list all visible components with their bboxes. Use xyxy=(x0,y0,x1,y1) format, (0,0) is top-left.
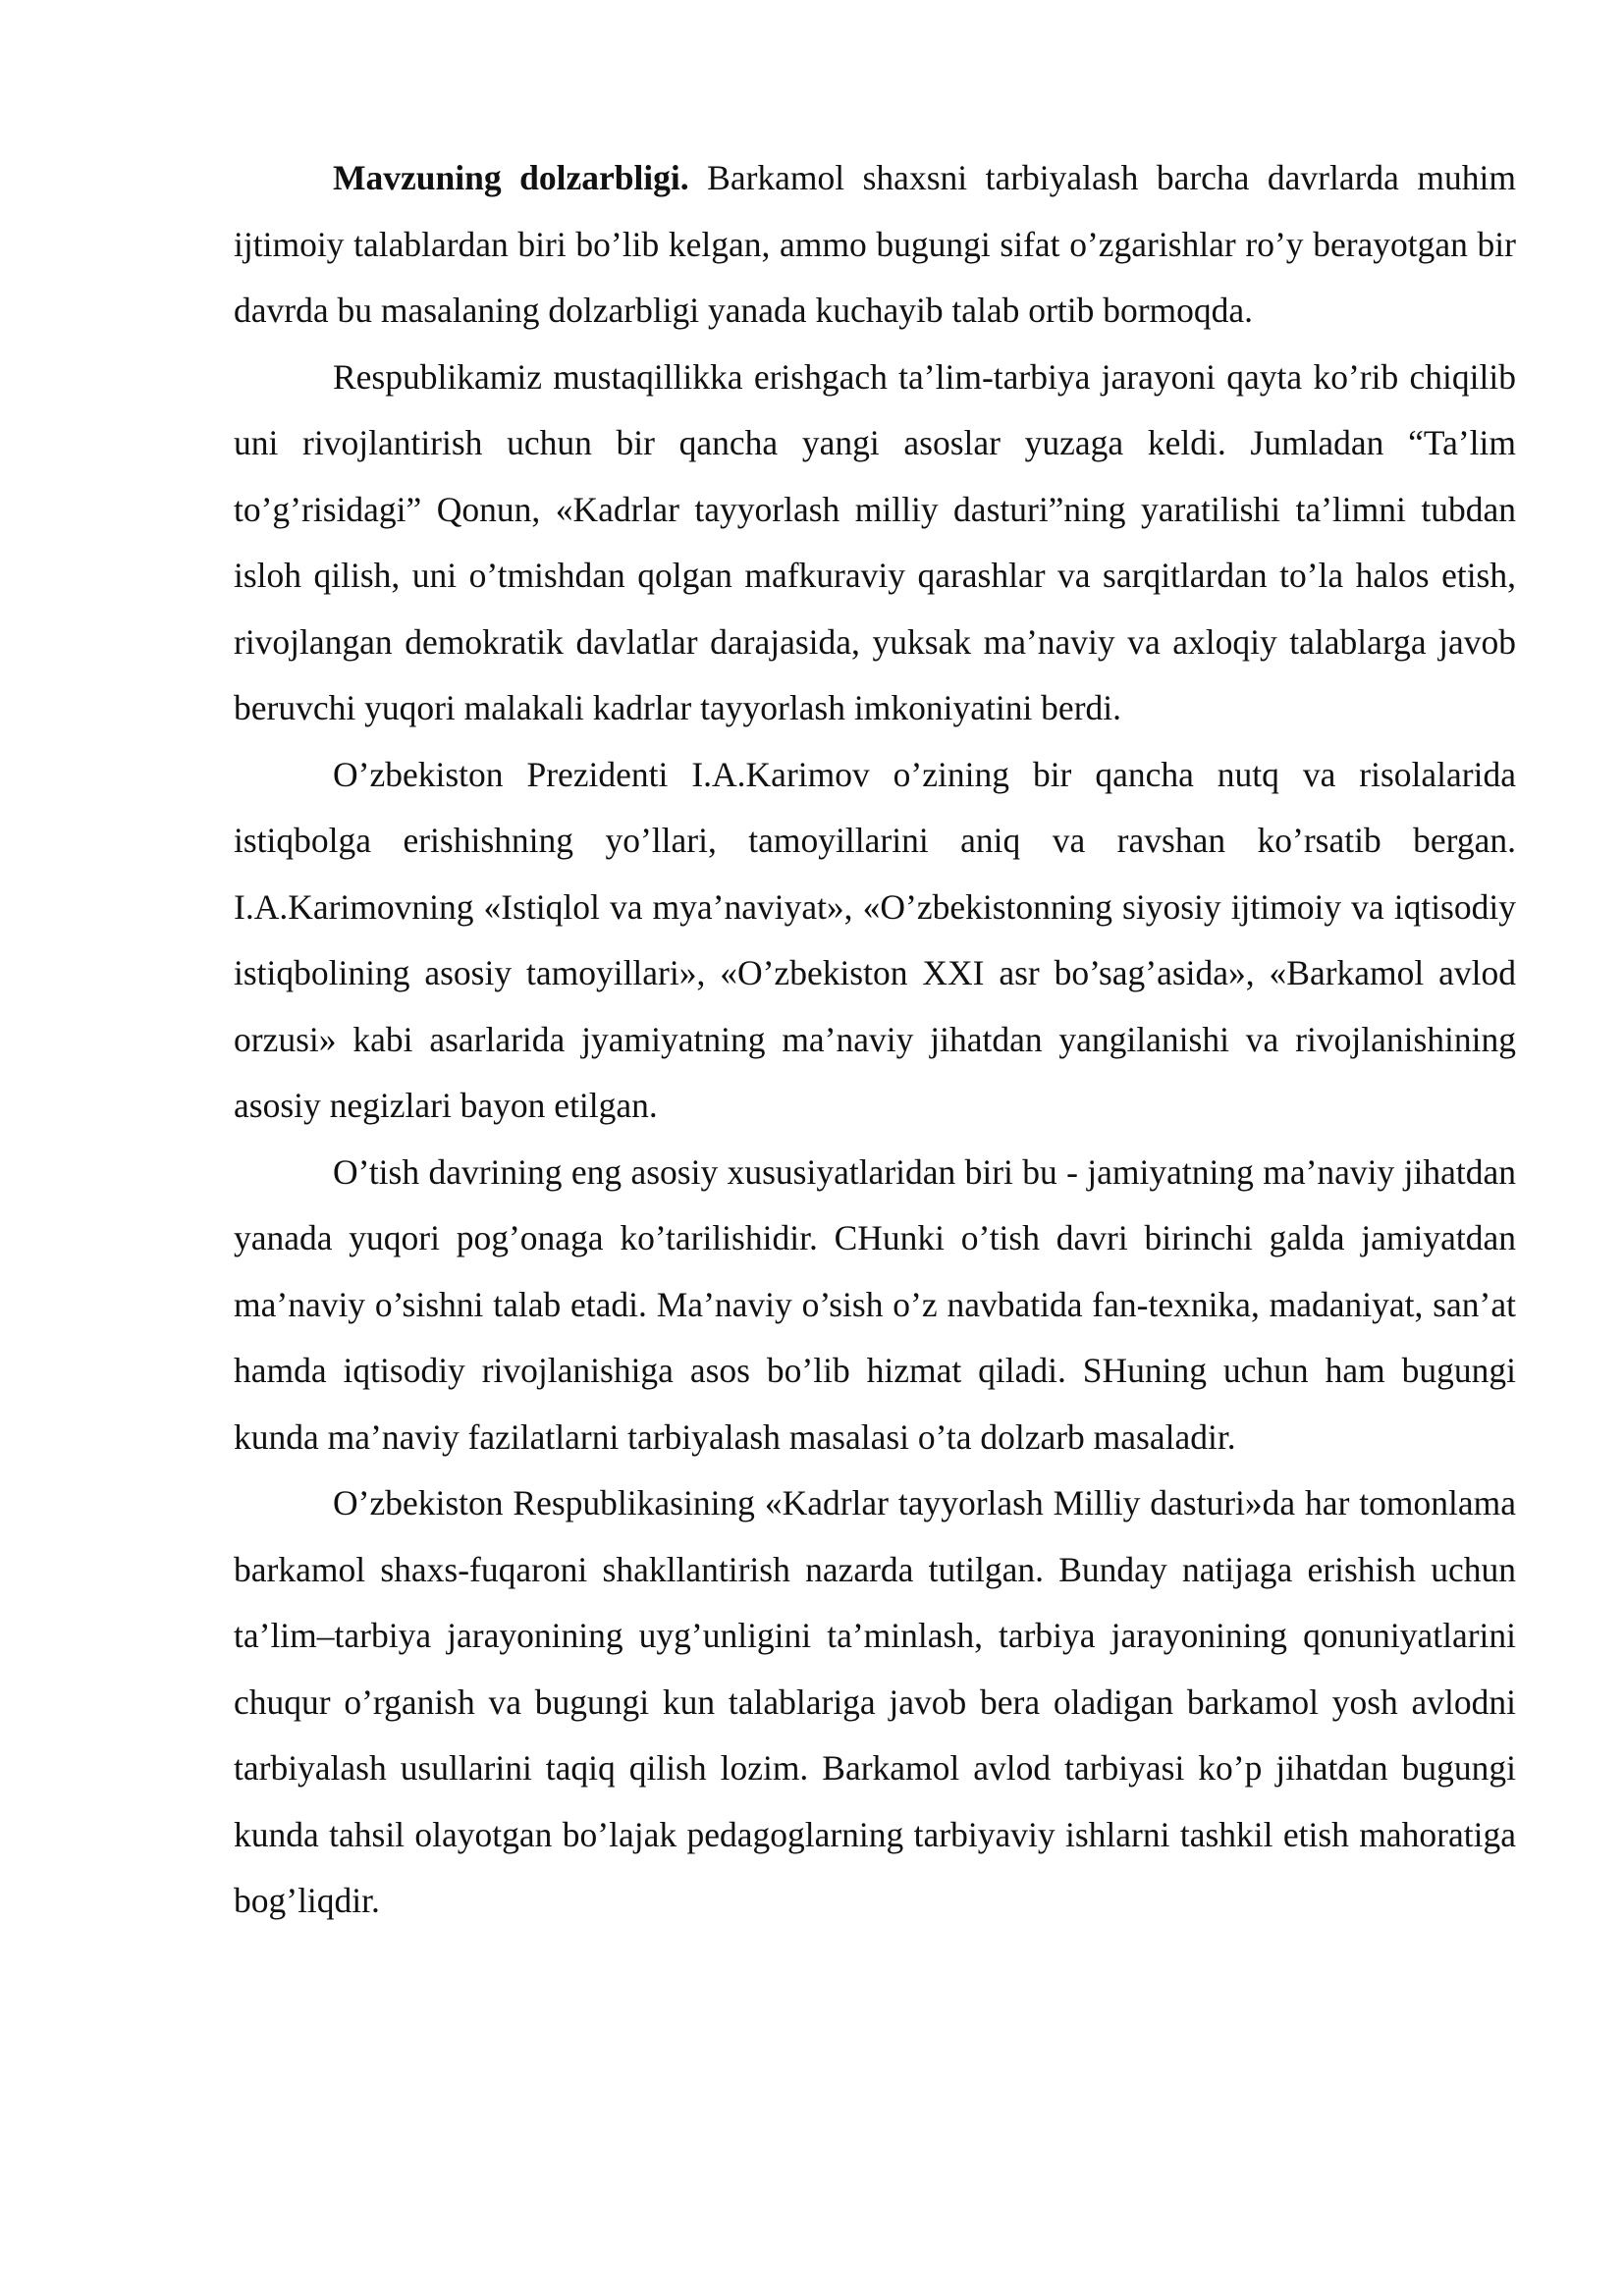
paragraph-transition-period: O’tish davrining eng asosiy xususiyatlaridan biri bu - jamiyatning ma’naviy jihatdan yanada yuqori pog’onaga ko’tarilishidir. CHunki o’tish davri birinchi galda jamiyatdan ma’naviy o’sishni talab etadi. Ma’naviy o’sish o’z navbatida fan-texnika, madaniyat, san’at hamda iqtisodiy rivojlanishiga asos bo’lib hizmat qiladi. SHuning uchun ham bugungi kunda ma’naviy fazilatlarni tarbiyalash masalasi o’ta dolzarb masaladir. xyxy=(234,1151,1516,1457)
paragraph-relevance xyxy=(234,145,1516,345)
paragraph-president-works: O’zbekiston Prezidenti I.A.Karimov o’zining bir qancha nutq va risolalarida istiqbolga erishishning yo’llari, tamoyillarini aniq va ravshan ko’rsatib bergan. I.A.Karimovning «Istiqlol va mya’naviyat», «O’zbekistonning siyosiy ijtimoiy va iqtisodiy istiqbolining asosiy tamoyillari», «O’zbekiston XXI asr bo’sag’asida», «Barkamol avlod orzusi» kabi asarlarida jyamiyatning ma’naviy jihatdan yangilanishi va rivojlanishining asosiy negizlari bayon etilgan. xyxy=(234,754,1516,1125)
paragraph-lead-heading: Mavzuning dolzarbligi. xyxy=(333,158,689,197)
paragraph-national-program: O’zbekiston Respublikasining «Kadrlar tayyorlash Milliy dasturi»da har tomonlama barkamol shaxs-fuqaroni shakllantirish nazarda tutilgan. Bunday natijaga erishish uchun ta’lim–tarbiya jarayonining uyg’unligini ta’minlash, tarbiya jarayonining qonuniyatlarini chuqur o’rganish va bugungi kun talablariga javob bera oladigan barkamol yosh avlodni tarbiyalash usullarini taqiq qilish lozim. Barkamol avlod tarbiyasi ko’p jihatdan bugungi kunda tahsil olayotgan bo’lajak pedagoglarning tarbiyaviy ishlarni tashkil etish mahoratiga bog’liqdir. xyxy=(234,1483,1516,1920)
paragraph-independence-education: Respublikamiz mustaqillikka erishgach ta’lim-tarbiya jarayoni qayta ko’rib chiqilib uni rivojlantirish uchun bir qancha yangi asoslar yuzaga keldi. Jumladan “Ta’lim to’g’risidagi” Qonun, «Kadrlar tayyorlash milliy dasturi”ning yaratilishi ta’limni tubdan isloh qilish, uni o’tmishdan qolgan mafkuraviy qarashlar va sarqitlardan to’la halos etish, rivojlangan demokratik davlatlar darajasida, yuksak ma’naviy va axloqiy talablarga javob beruvchi yuqori malakali kadrlar tayyorlash imkoniyatini berdi. xyxy=(234,356,1516,727)
paragraph-text: Barkamol shaxsni tarbiyalash barcha davrlarda muhim ijtimoiy talablardan biri bo’lib kelgan, ammo bugungi sifat o’zgarishlar ro’y berayotgan bir davrda bu masalaning dolzarbligi yanada kuchayib talab ortib bormoqda. xyxy=(234,158,1516,330)
document-page xyxy=(234,145,1516,1935)
